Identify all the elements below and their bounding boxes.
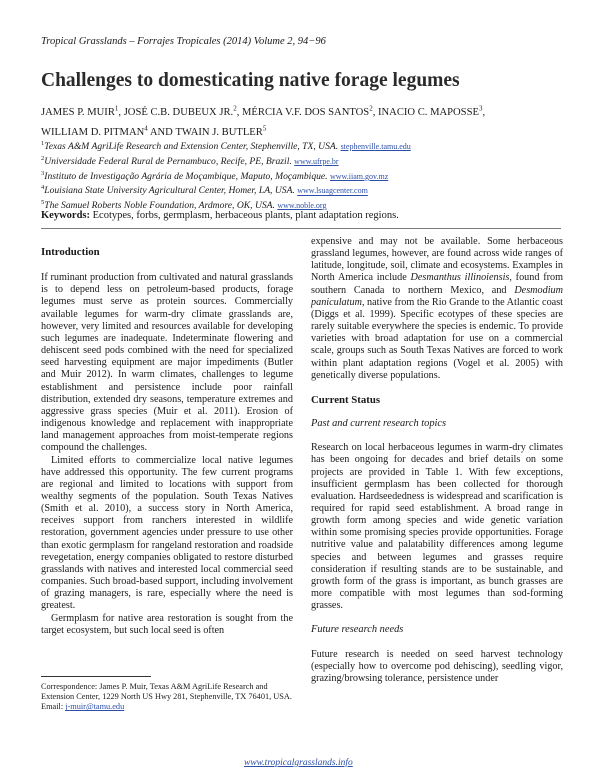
- affiliation: $^4$Louisiana State University Agricultural Center, Homer, LA, USA. www.lsuagcenter.com: [41, 184, 368, 197]
- author: WILLIAM D. PITMAN$^4$ AND: [41, 124, 176, 139]
- header-divider: [41, 228, 561, 229]
- species-name: Desmanthus illinoiensis: [410, 272, 510, 284]
- author: MÉRCIA V.F. DOS SANTOS$^2$,: [241, 104, 378, 118]
- section-heading-current-status: Current Status: [311, 393, 381, 406]
- paragraph: Limited efforts to commercialize local native legumes have addressed this opportunity. The few current programs are regional and limited to locations with support from wealthy segments of the population. South Texas Natives (Smith et al. 2010), a success story in North America, receives support from ranchers interested in wildlife restoration, government agencies under pressure to use other than exotic germplasm for rangeland restoration and roadside revegetation, energy companies obligated to restore disturbed grasslands with natives and interested local commercial seed companies. Such broad-based support, including involvement of grazing managers, is rare, especially where the need is greatest.: [41, 454, 293, 612]
- affiliation: $^3$Instituto de Investigação Agrária de Moçambique, Maputo, Moçambique. www.iiam.gov.mz: [41, 169, 389, 182]
- subsection-heading: Future research needs: [311, 624, 404, 636]
- author-list: [41, 100, 561, 141]
- affiliation-link[interactable]: stephenville.tamu.edu: [340, 142, 411, 152]
- paragraph: Future research is needed on seed harvest technology (especially how to overcome pod dehiscing), seedling vigor, grazing/browsing tolerance, persistence under: [311, 648, 563, 684]
- affiliation: $^5$The Samuel Roberts Noble Foundation, Ardmore, OK, USA. www.noble.org: [41, 199, 327, 212]
- correspondence-note: Correspondence: James P. Muir, Texas A&M AgriLife Research and Extension Center, 1229 North US Hwy 281, Stephenville, TX 76401, USA. Email: j-muir@tamu.edu: [41, 682, 296, 713]
- affiliation: $^1$Texas A&M AgriLife Research and Extension Center, Stephenville, TX, USA. stephenville.tamu.edu: [41, 140, 411, 153]
- left-column: [41, 236, 293, 637]
- section-heading-introduction: Introduction: [41, 246, 100, 258]
- keywords-label: Keywords:: [41, 210, 90, 221]
- correspondence-text: Correspondence: James P. Muir, Texas A&M AgriLife Research and Extension Center, 1229 North US Hwy 281, Stephenville, TX 76401, USA.: [41, 682, 292, 702]
- affiliation-link[interactable]: www.ufrpe.br: [294, 156, 339, 166]
- paragraph: Research on local herbaceous legumes in warm-dry climates has been ongoing for decades and brief details on some projects are provided in Table 1. With few exceptions, insufficient germplasm has been collected for thorough evaluation. Hardseededness is widespread and scarification is required for rapid seed establishment. A broad range in growth form among species and wide genetic variation within some promising species provide opportunities. Forage nutritive value and palatability differences among legume species and between legumes and grasses require consideration if resulting stands are to be sustainable, and growth form of the grass is important, as bunch grasses are more compatible with most legumes than sod-forming grasses.: [311, 442, 563, 612]
- author: JAMES P. MUIR$^1$,: [41, 104, 124, 118]
- affiliation-link[interactable]: www.lsuagcenter.com: [297, 186, 368, 196]
- journal-website-link[interactable]: www.tropicalgrasslands.info: [244, 758, 353, 768]
- species-name: Desmodium paniculatum: [311, 284, 563, 308]
- journal-header: Tropical Grasslands – Forrajes Tropicales (2014) Volume 2, 94−96: [41, 36, 326, 47]
- footnote-divider: [41, 676, 151, 677]
- paragraph: expensive and may not be available. Some herbaceous grassland legumes, however, are found across wide ranges of latitude, longitude, soil, climate and ecosystems. Examples in North America include Desmanthus illinoiensis, found from southern Canada to northern Mexico, and Desmodium paniculatum, native from the Rio Grande to the Atlantic coast (Diggs et al. 1999). Specific ecotypes of these species are rarely suitable everywhere the species is endemic. To provide varieties with broad adaptation for use on a commercial scale, groups such as South Texas Natives are forced to work within plant adaptation regions (Vogel et al. 2005) with genetically diverse populations.: [311, 236, 563, 381]
- author: TWAIN J. BUTLER$^5$: [175, 124, 267, 139]
- paragraph: If ruminant production from cultivated and natural grasslands is to depend less on petroleum-based products, forage legumes must serve as protein sources. Commercially available legumes for warm-dry climate grasslands are, however, very limited and resources available for developing such legumes are inadequate. Indeterminate flowering and dehiscent seed pods combined with the need for specialized seed harvesting equipment are major impediments (Butler and Muir 2012). In warm climates, challenges to legume establishment and persistence include poor rainfall distribution, extended dry seasons, temperature extremes and aggressive grass species (Muir et al. 2011). Erosion of indigenous knowledge and replacement with inappropriate land management approaches from moist-temperate regions compound the challenges.: [41, 272, 293, 454]
- affiliation-list: [41, 138, 561, 212]
- paragraph: Germplasm for native area restoration is sought from the target ecosystem, but such local seed is often: [41, 612, 293, 636]
- keywords-text: Ecotypes, forbs, germplasm, herbaceous plants, plant adaptation regions.: [92, 210, 399, 221]
- author: JOSÉ C.B. DUBEUX JR.$^2$,: [123, 104, 242, 118]
- affiliation-link[interactable]: www.iiam.gov.mz: [329, 171, 389, 181]
- right-column: [311, 236, 563, 685]
- affiliation-link[interactable]: www.noble.org: [277, 201, 327, 211]
- keywords: [41, 210, 399, 221]
- subsection-heading: Past and current research topics: [311, 418, 447, 430]
- article-title: Challenges to domesticating native forage legumes: [41, 70, 460, 91]
- author: INACIO C. MAPOSSE$^3$,: [377, 104, 486, 118]
- affiliation: $^2$Universidade Federal Rural de Pernambuco, Recife, PE, Brazil. www.ufrpe.br: [41, 154, 339, 167]
- email-link[interactable]: j-muir@tamu.edu: [65, 702, 125, 712]
